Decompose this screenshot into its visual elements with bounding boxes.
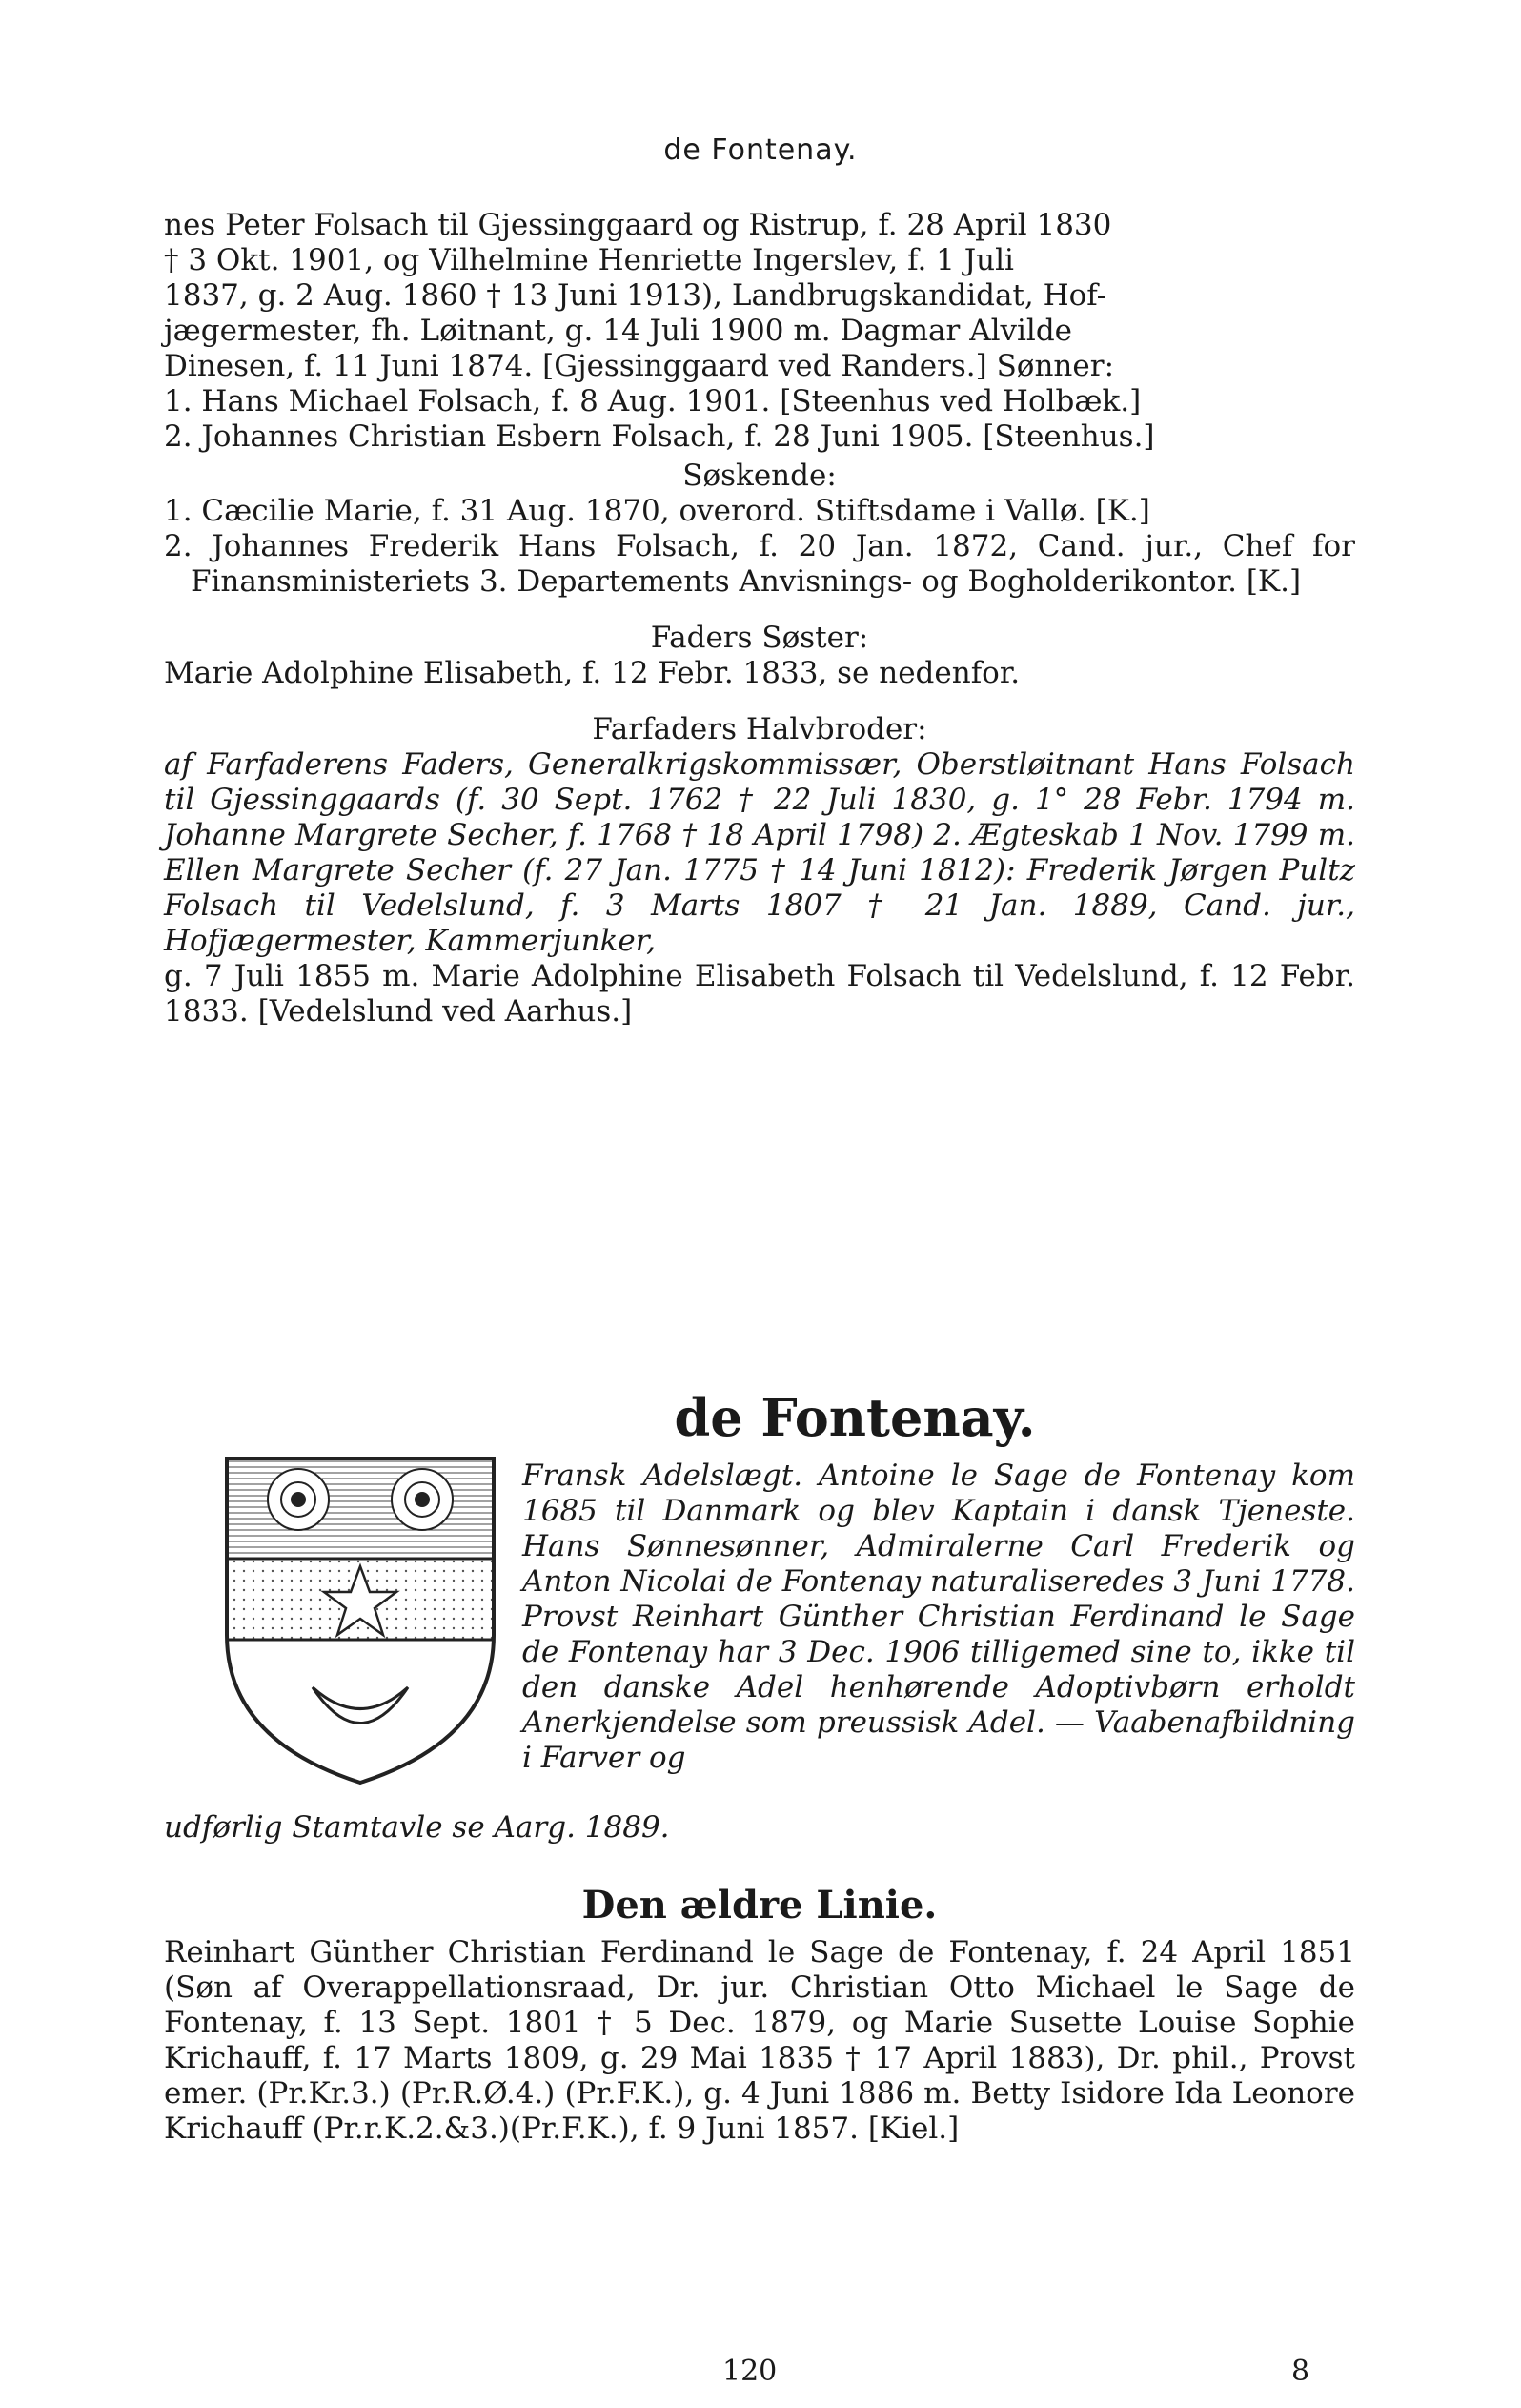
halfbrother-entry-roman: g. 7 Juli 1855 m. Marie Adolphine Elisabeth Folsach til Vedelslund, f. 12 Febr. 1833. [Vedelslund ved Aarhus.] bbox=[164, 959, 1355, 1029]
family-intro-text: Fransk Adelslægt. Antoine le Sage de Fontenay kom 1685 til Danmark og blev Kaptain i dansk Tjeneste. Hans Sønnesønner, Admiralerne Carl Frederik og Anton Nicolai de Fontenay naturaliseredes 3 Juni 1778. Provst Reinhart Günther Christian Ferdinand le Sage de Fontenay har 3 Dec. 1906 tilligemed sine to, ikke til den danske Adel henhørende Adoptivbørn erholdt Anerkjendelse som preussisk Adel. — Vaabenafbildning i Farver og bbox=[522, 1459, 1355, 1775]
family-intro-end bbox=[164, 1810, 1355, 1846]
entry-para-line: Dinesen, f. 11 Juni 1874. [Gjessinggaard ved Randers.] Sønner: bbox=[164, 349, 1115, 383]
halfbrother-entry-italic: af Farfaderens Faders, Generalkrigskommissær, Oberstløitnant Hans Folsach til Gjessinggaards (f. 30 Sept. 1762 † 22 Juli 1830, g. 1° 28 Febr. 1794 m. Johanne Margrete Secher, f. 1768 † 18 April 1798) 2. Ægteskab 1 Nov. 1799 m. Ellen Margrete Secher (f. 27 Jan. 1775 † 14 Juni 1812): Frederik Jørgen Pultz Folsach til Vedelslund, f. 3 Marts 1807 † 21 Jan. 1889, Cand. jur., Hofjægermester, Kammerjunker, bbox=[164, 747, 1355, 958]
elder-line-block bbox=[164, 1883, 1355, 2147]
aunt-entry: Marie Adolphine Elisabeth, f. 12 Febr. 1833, se nedenfor. bbox=[164, 656, 1021, 690]
entry-para-line: † 3 Okt. 1901, og Vilhelmine Henriette Ingerslev, f. 1 Juli bbox=[164, 243, 1014, 277]
previous-entry bbox=[164, 208, 1355, 1030]
family-intro bbox=[522, 1459, 1355, 1776]
family-title: de Fontenay. bbox=[674, 1387, 1036, 1448]
entry-para-line: jægermester, fh. Løitnant, g. 14 Juli 1900 m. Dagmar Alvilde bbox=[164, 314, 1073, 348]
son-item: 2. Johannes Christian Esbern Folsach, f. 28 Juni 1905. [Steenhus.] bbox=[164, 419, 1155, 454]
family-intro-last-line: udførlig Stamtavle se Aarg. 1889. bbox=[164, 1810, 670, 1845]
entry-para-line: nes Peter Folsach til Gjessinggaard og Ristrup, f. 28 April 1830 bbox=[164, 208, 1112, 242]
entry-para-line: 1837, g. 2 Aug. 1860 † 13 Juni 1913), Landbrugskandidat, Hof- bbox=[164, 278, 1107, 313]
sibling-item: 2. Johannes Frederik Hans Folsach, f. 20 Jan. 1872, Cand. jur., Chef for Finansministeriets 3. Departements Anvisnings- og Bogholderikontor. [K.] bbox=[164, 529, 1355, 599]
sibling-item: 1. Cæcilie Marie, f. 31 Aug. 1870, overord. Stiftsdame i Vallø. [K.] bbox=[164, 494, 1150, 528]
line-entry: Reinhart Günther Christian Ferdinand le Sage de Fontenay, f. 24 April 1851 (Søn af Overappellationsraad, Dr. jur. Christian Otto Michael le Sage de Fontenay, f. 13 Sept. 1801 † 5 Dec. 1879, og Marie Susette Louise Sophie Krichauff, f. 17 Marts 1809, g. 29 Mai 1835 † 17 April 1883), Dr. phil., Provst emer. (Pr.Kr.3.) (Pr.R.Ø.4.) (Pr.F.K.), g. 4 Juni 1886 m. Betty Isidore Ida Leonore Krichauff (Pr.r.K.2.&3.)(Pr.F.K.), f. 9 Juni 1857. [Kiel.] bbox=[164, 1935, 1355, 2146]
aunt-heading: Faders Søster: bbox=[650, 621, 869, 655]
running-head: de Fontenay. bbox=[663, 133, 858, 167]
siblings-heading: Søskende: bbox=[682, 459, 837, 493]
line-heading: Den ældre Linie. bbox=[581, 1883, 938, 1928]
son-item: 1. Hans Michael Folsach, f. 8 Aug. 1901. [Steenhus ved Holbæk.] bbox=[164, 384, 1142, 418]
family-title-block bbox=[164, 1387, 1355, 1448]
signature-mark: 8 bbox=[1291, 2355, 1310, 2388]
coat-of-arms-image bbox=[222, 1454, 498, 1787]
page-number: 120 bbox=[722, 2355, 778, 2388]
halfbrother-heading: Farfaders Halvbroder: bbox=[592, 712, 927, 746]
